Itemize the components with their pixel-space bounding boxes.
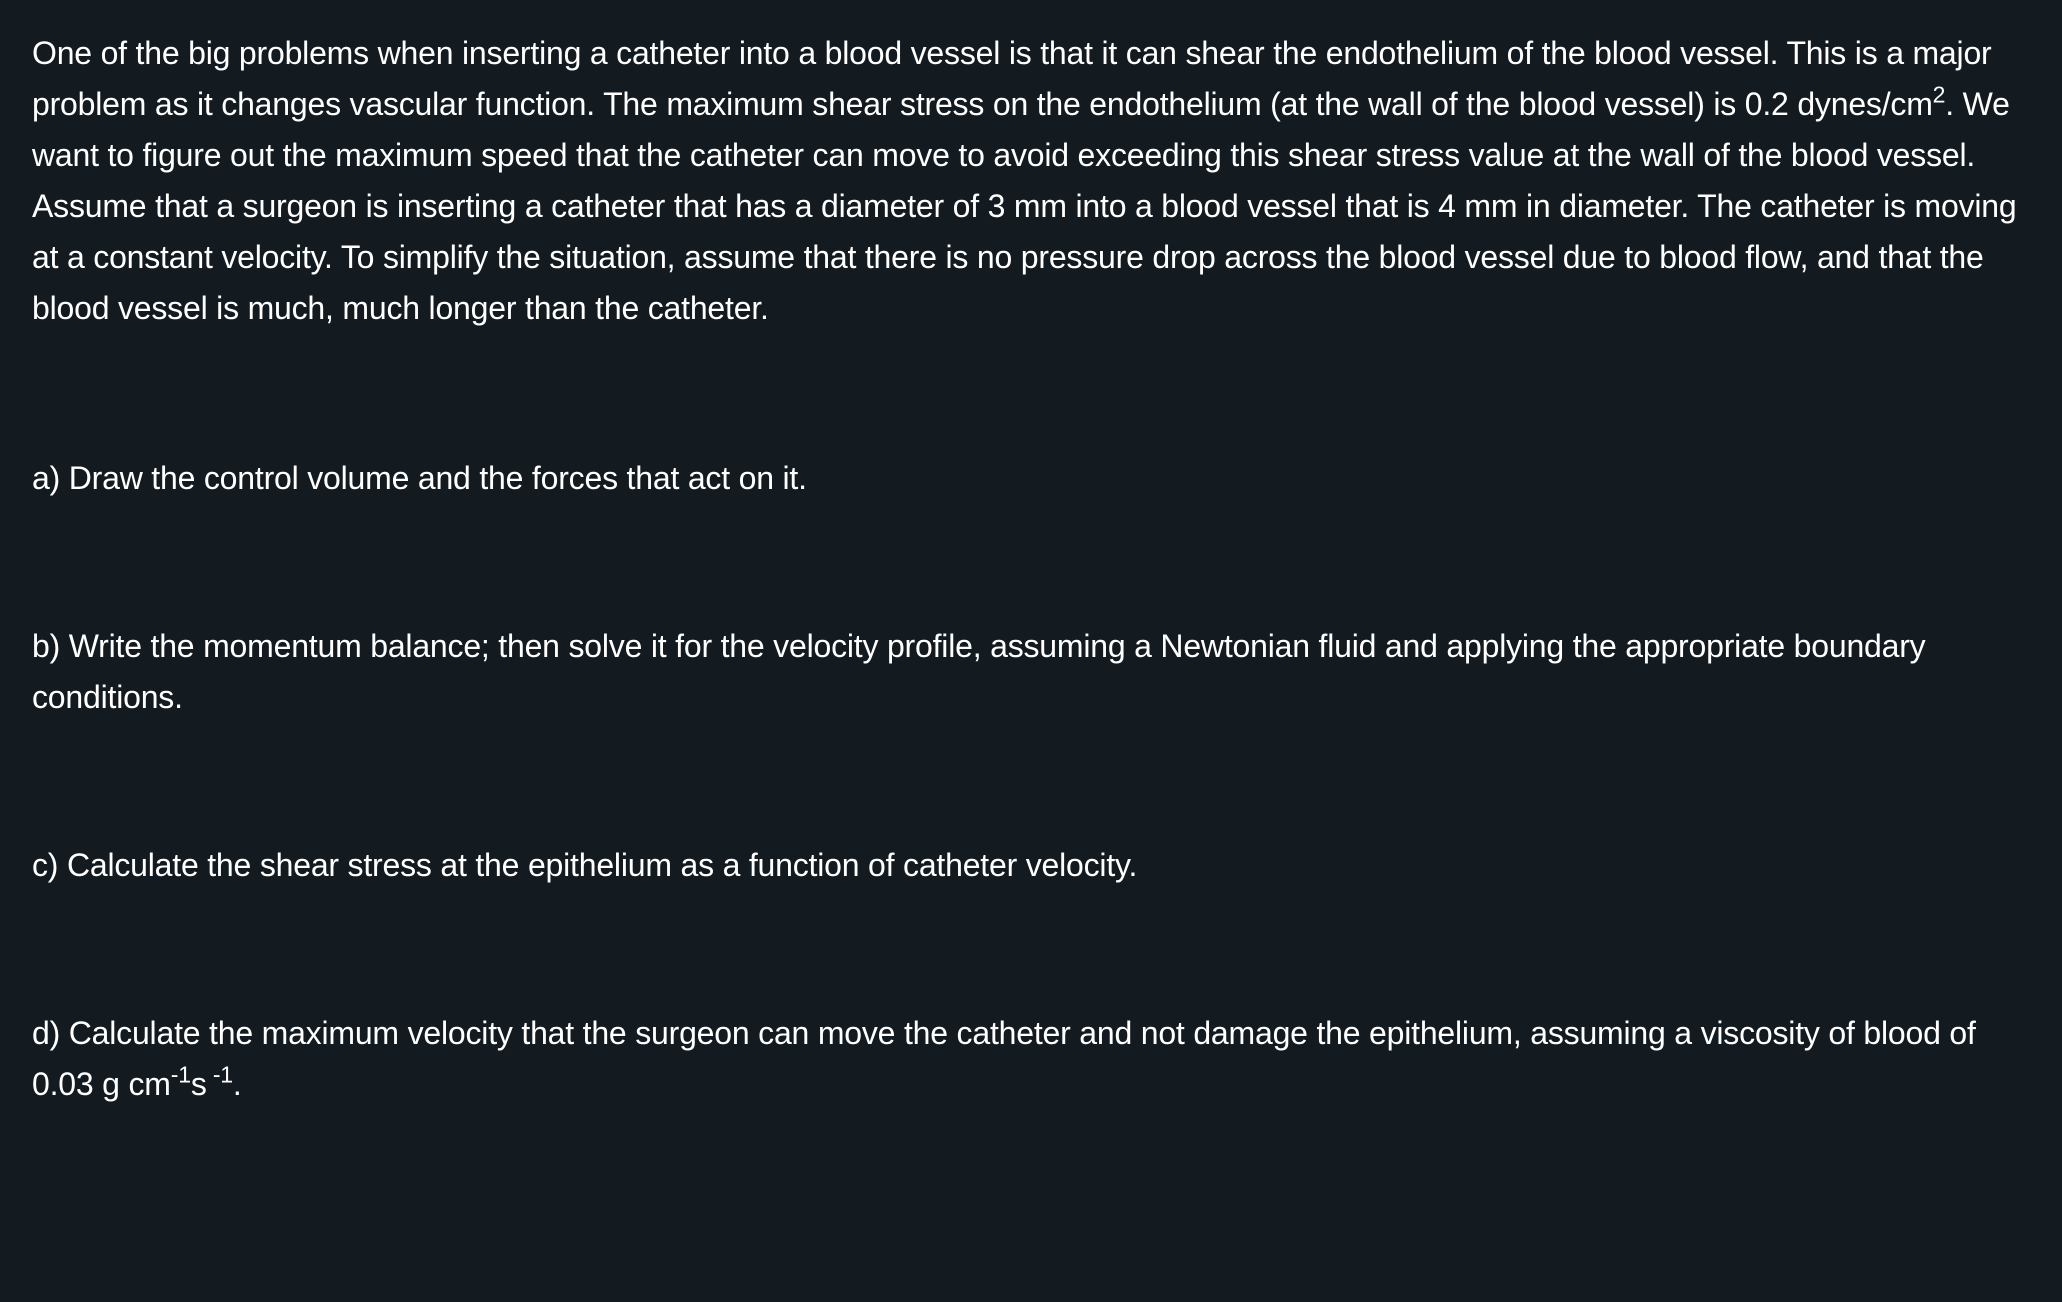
question-c: c) Calculate the shear stress at the epithelium as a function of catheter velocity.: [32, 847, 1138, 883]
question-b: b) Write the momentum balance; then solve it for the velocity profile, assuming a Newtonian fluid and applying the appropriate boundary conditions.: [32, 628, 1926, 715]
viscosity-cm-exponent: -1: [170, 1061, 191, 1088]
question-a: a) Draw the control volume and the forces that act on it.: [32, 460, 807, 496]
units-superscript: 2: [1932, 81, 1946, 108]
viscosity-s-unit: s: [190, 1066, 207, 1102]
problem-statement-text: One of the big problems when inserting a catheter into a blood vessel is that it can shear the endothelium of the blood vessel. This is a major problem as it changes vascular function. The maximum shear stress on the endothelium (at the wall of the blood vessel) is 0.2 dynes/cm: [32, 35, 1992, 122]
viscosity-s-exponent: -1: [206, 1061, 233, 1088]
question-d-end: .: [232, 1066, 242, 1102]
question-d: [32, 1008, 2032, 1110]
problem-statement-text-continued: . We want to figure out the maximum speed that the catheter can move to avoid exceeding this shear stress value at the wall of the blood vessel. Assume that a surgeon is inserting a catheter that has a diameter of 3 mm into a blood vessel that is 4 mm in diameter. The catheter is moving at a constant velocity. To simplify the situation, assume that there is no pressure drop across the blood vessel due to blood flow, and that the blood vessel is much, much longer than the catheter.: [32, 86, 2017, 326]
question-d-text: d) Calculate the maximum velocity that the surgeon can move the catheter and not damage the epithelium, assuming a viscosity of blood of 0.03 g cm: [32, 1015, 1976, 1102]
problem-statement: [32, 28, 2032, 334]
